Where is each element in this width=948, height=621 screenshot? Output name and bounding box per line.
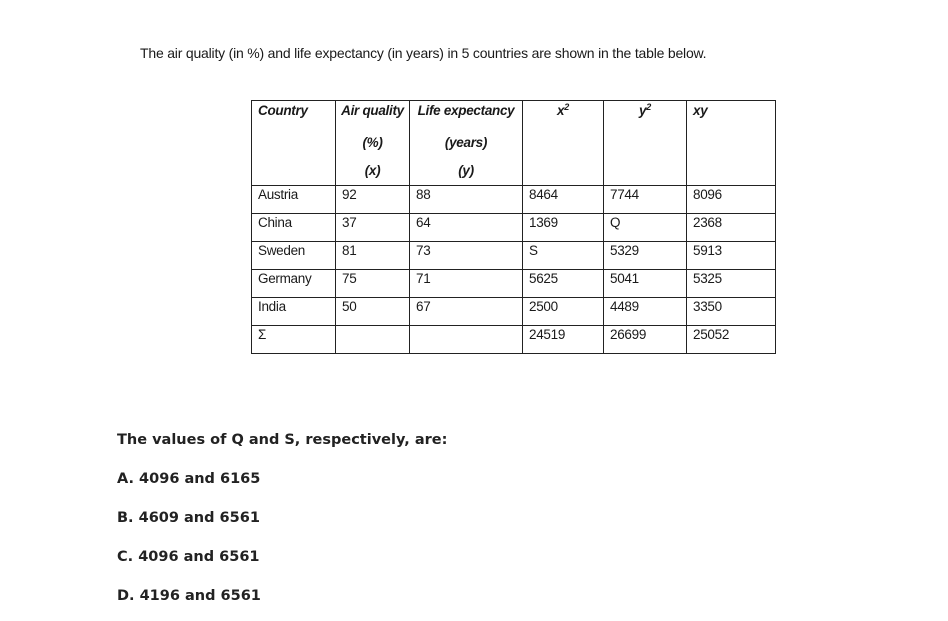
header-life-expectancy: Life expectancy (years) (y) <box>410 101 523 186</box>
sum-label: Σ <box>252 326 336 354</box>
table-sum-row <box>252 326 776 354</box>
header-air-quality: Air quality (%) (x) <box>336 101 410 186</box>
sum-y2: 26699 <box>604 326 687 354</box>
cell-x2-unknown-s: S <box>523 242 604 270</box>
cell-x: 92 <box>336 186 410 214</box>
header-y-squared: $y^2$ <box>604 101 687 186</box>
cell-x: 37 <box>336 214 410 242</box>
data-table <box>251 100 776 354</box>
cell-xy: 3350 <box>687 298 776 326</box>
sum-y <box>410 326 523 354</box>
cell-xy: 8096 <box>687 186 776 214</box>
option-a[interactable]: A. 4096 and 6165 <box>117 471 261 487</box>
header-x-squared: $x^2$ <box>523 101 604 186</box>
option-b[interactable]: B. 4609 and 6561 <box>117 510 260 526</box>
cell-y2: 4489 <box>604 298 687 326</box>
question-text: The values of Q and S, respectively, are: <box>117 432 448 448</box>
table-row <box>252 186 776 214</box>
table-row <box>252 242 776 270</box>
cell-y2: 5041 <box>604 270 687 298</box>
cell-y: 88 <box>410 186 523 214</box>
cell-y: 73 <box>410 242 523 270</box>
header-xy: xy <box>687 101 776 186</box>
cell-country: Sweden <box>252 242 336 270</box>
cell-country: China <box>252 214 336 242</box>
cell-xy: 2368 <box>687 214 776 242</box>
option-c[interactable]: C. 4096 and 6561 <box>117 549 260 565</box>
cell-y2: 5329 <box>604 242 687 270</box>
cell-y: 71 <box>410 270 523 298</box>
cell-y: 67 <box>410 298 523 326</box>
cell-country: Austria <box>252 186 336 214</box>
cell-y2: 7744 <box>604 186 687 214</box>
cell-x2: 5625 <box>523 270 604 298</box>
cell-xy: 5913 <box>687 242 776 270</box>
cell-x2: 8464 <box>523 186 604 214</box>
cell-x: 75 <box>336 270 410 298</box>
table-header-row <box>252 101 776 186</box>
sum-x <box>336 326 410 354</box>
cell-y: 64 <box>410 214 523 242</box>
cell-x: 50 <box>336 298 410 326</box>
table-row <box>252 298 776 326</box>
intro-text: The air quality (in %) and life expectancy (in years) in 5 countries are shown in the table below. <box>140 45 707 61</box>
cell-country: Germany <box>252 270 336 298</box>
cell-y2-unknown-q: Q <box>604 214 687 242</box>
option-d[interactable]: D. 4196 and 6561 <box>117 588 261 604</box>
sum-xy: 25052 <box>687 326 776 354</box>
cell-x2: 1369 <box>523 214 604 242</box>
table-row <box>252 270 776 298</box>
table-row <box>252 214 776 242</box>
cell-x: 81 <box>336 242 410 270</box>
cell-xy: 5325 <box>687 270 776 298</box>
cell-country: India <box>252 298 336 326</box>
sum-x2: 24519 <box>523 326 604 354</box>
cell-x2: 2500 <box>523 298 604 326</box>
header-country: Country <box>252 101 336 186</box>
